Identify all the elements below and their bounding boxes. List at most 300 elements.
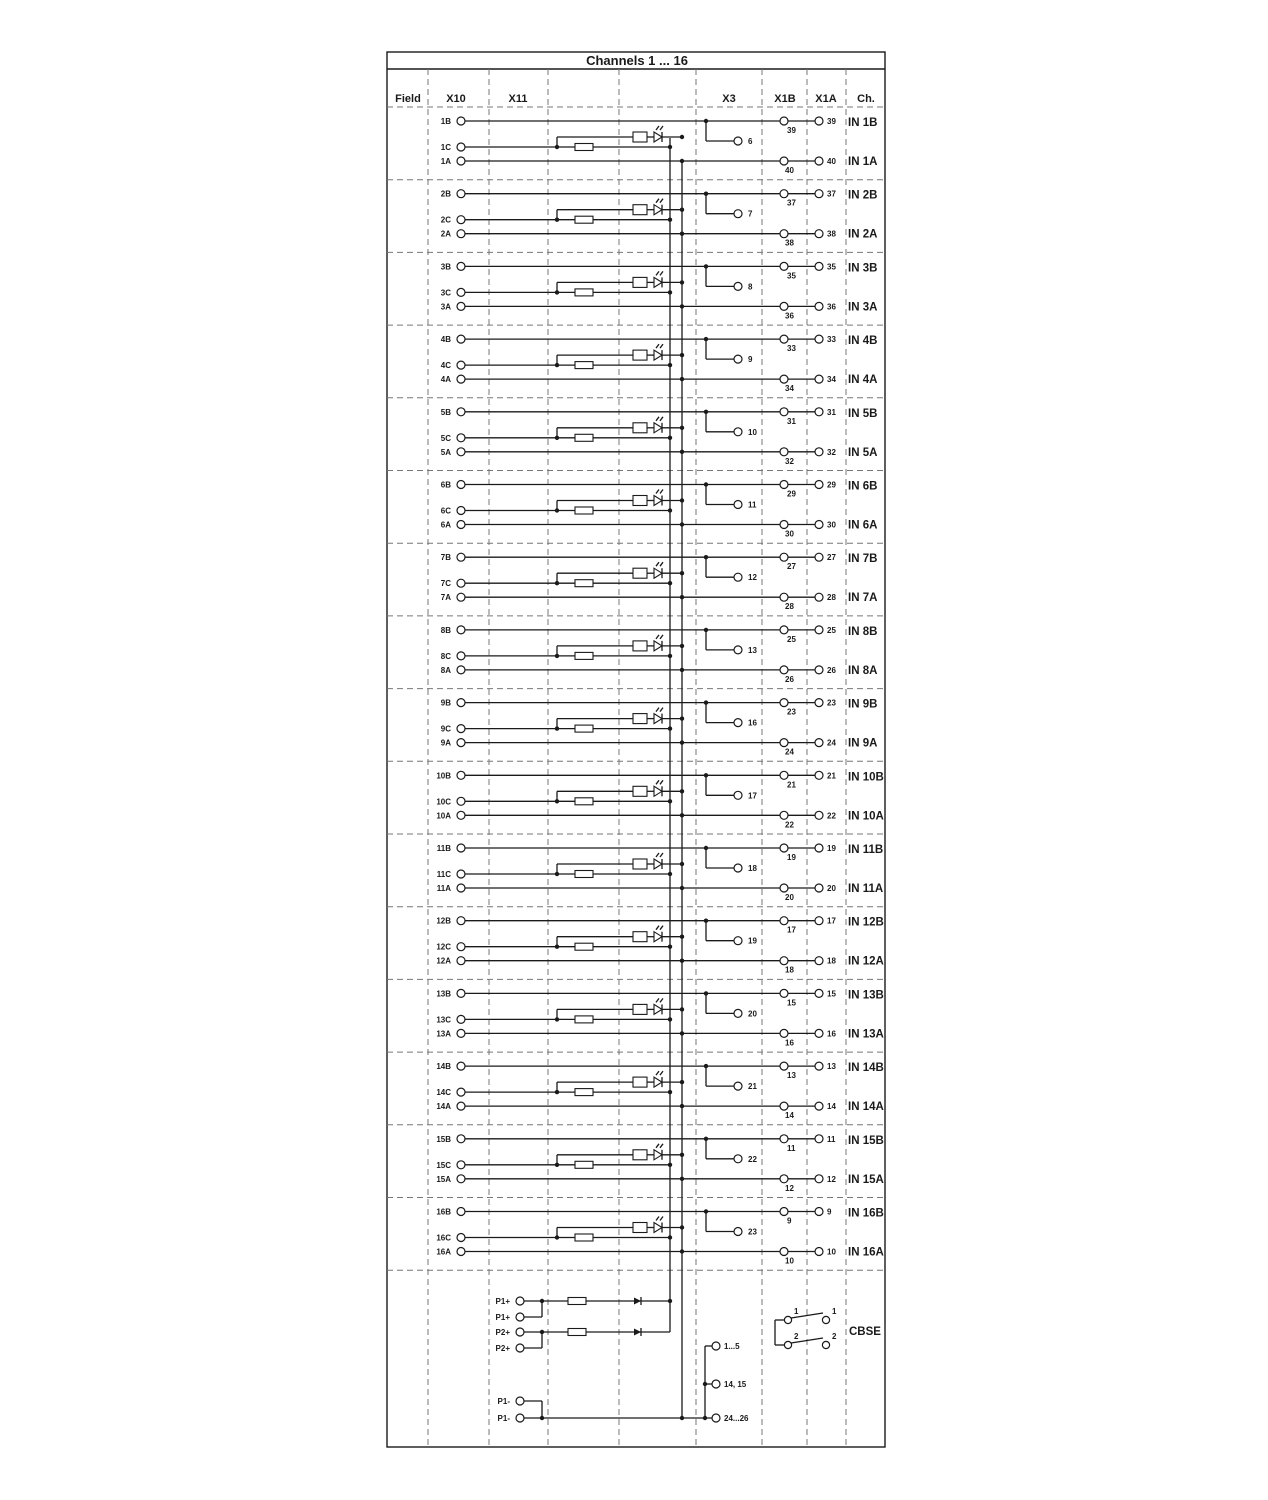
terminal-x1b-a bbox=[780, 1175, 788, 1183]
channel-blocks bbox=[436, 117, 883, 1266]
junction-c-led bbox=[555, 1090, 559, 1094]
led-ray-1 bbox=[656, 199, 659, 203]
cbse-terminal-right-1 bbox=[822, 1316, 829, 1323]
fuse-icon bbox=[575, 725, 593, 732]
label-x10-c: 6C bbox=[440, 506, 451, 516]
terminal-x1a-a bbox=[815, 884, 823, 892]
terminal-x10-b bbox=[457, 1135, 465, 1143]
label-channel-a: IN 13A bbox=[848, 1028, 884, 1041]
junction-led-bus bbox=[680, 789, 684, 793]
terminal-x3 bbox=[734, 137, 742, 145]
terminal-x10-a bbox=[457, 1248, 465, 1256]
diagram-title: Channels 1 ... 16 bbox=[586, 53, 688, 68]
resistor-icon bbox=[633, 350, 647, 360]
terminal-p1-minus-1 bbox=[516, 1397, 524, 1405]
junction-led-bus bbox=[680, 716, 684, 720]
terminal-x10-a bbox=[457, 957, 465, 965]
led-ray-2 bbox=[660, 417, 663, 421]
label-x3: 11 bbox=[748, 500, 757, 510]
label-x3: 13 bbox=[748, 645, 757, 655]
terminal-x10-a bbox=[457, 1029, 465, 1037]
label-x3: 10 bbox=[748, 427, 757, 437]
channel-block-9 bbox=[441, 699, 878, 757]
terminal-p2-plus-2 bbox=[516, 1344, 524, 1352]
terminal-x1b-b bbox=[780, 1062, 788, 1070]
label-channel-a: IN 3A bbox=[848, 301, 878, 314]
terminal-x1a-b bbox=[815, 335, 823, 343]
led-ray-1 bbox=[656, 635, 659, 639]
label-x1a-b: 9 bbox=[827, 1207, 832, 1217]
junction-c-bus bbox=[668, 1090, 672, 1094]
label-channel-a: IN 11A bbox=[848, 883, 884, 895]
junction-c-bus bbox=[668, 726, 672, 730]
led-ray-2 bbox=[660, 344, 663, 348]
header-field: Field bbox=[395, 93, 421, 105]
led-icon bbox=[654, 350, 662, 360]
led-icon bbox=[654, 859, 662, 869]
junction-c-led bbox=[555, 1017, 559, 1021]
terminal-x10-c bbox=[457, 507, 465, 515]
power-section bbox=[496, 1297, 749, 1423]
terminal-x10-a bbox=[457, 448, 465, 456]
junction-c-led bbox=[555, 654, 559, 658]
channel-block-3 bbox=[441, 262, 878, 320]
label-x10-b: 6B bbox=[440, 480, 451, 490]
label-x10-c: 1C bbox=[440, 143, 451, 152]
terminal-x1b-a bbox=[780, 666, 788, 674]
terminal-x1a-b bbox=[815, 699, 823, 707]
junction-a-bus bbox=[680, 304, 684, 308]
led-ray-1 bbox=[656, 708, 659, 712]
label-x1a-a: 36 bbox=[827, 302, 836, 312]
label-x1b-a: 38 bbox=[785, 238, 794, 248]
led-ray-1 bbox=[656, 344, 659, 348]
junction-p1-minus bbox=[540, 1416, 544, 1420]
junction-led-bus bbox=[680, 280, 684, 284]
led-icon bbox=[654, 1077, 662, 1087]
header-ch: Ch. bbox=[857, 93, 875, 105]
label-x1a-b: 37 bbox=[827, 189, 836, 199]
terminal-x1b-b bbox=[780, 1135, 788, 1143]
label-x1b-a: 24 bbox=[785, 747, 794, 757]
terminal-x10-b bbox=[457, 553, 465, 561]
led-ray-1 bbox=[656, 417, 659, 421]
junction-c-led bbox=[555, 508, 559, 512]
terminal-p1-minus-2 bbox=[516, 1414, 524, 1422]
led-icon bbox=[654, 277, 662, 287]
terminal-x10-b bbox=[457, 190, 465, 198]
terminal-p1-plus-2 bbox=[516, 1313, 524, 1321]
junction-c-led bbox=[555, 436, 559, 440]
junction-a-bus bbox=[680, 1177, 684, 1181]
terminal-x10-c bbox=[457, 1234, 465, 1242]
terminal-x1a-b bbox=[815, 917, 823, 925]
label-channel-a: IN 16A bbox=[848, 1246, 884, 1259]
led-ray-1 bbox=[656, 926, 659, 930]
terminal-x1b-a bbox=[780, 521, 788, 529]
cbse-terminal-left-2 bbox=[784, 1341, 791, 1348]
terminal-x10-b bbox=[457, 1062, 465, 1070]
junction-c-bus bbox=[668, 1017, 672, 1021]
bus-lines bbox=[670, 138, 682, 1418]
fuse-icon bbox=[575, 871, 593, 878]
label-x10-a: 2A bbox=[440, 229, 451, 239]
led-ray-2 bbox=[660, 562, 663, 566]
terminal-x1b-b bbox=[780, 262, 788, 270]
terminal-x10-b bbox=[457, 626, 465, 634]
label-x10-c: 5C bbox=[440, 433, 451, 443]
terminal-x1b-b bbox=[780, 1208, 788, 1216]
resistor-icon bbox=[633, 568, 647, 578]
led-ray-1 bbox=[656, 126, 659, 130]
label-x10-b: 16B bbox=[436, 1207, 451, 1217]
terminal-x10-b bbox=[457, 989, 465, 997]
label-channel-a: IN 4A bbox=[848, 374, 878, 387]
led-icon bbox=[654, 423, 662, 433]
terminal-x3-ground-2 bbox=[712, 1380, 720, 1388]
label-x1a-a: 40 bbox=[827, 157, 836, 166]
fuse-icon bbox=[575, 943, 593, 950]
label-x10-a: 12A bbox=[436, 956, 451, 966]
label-x1a-b: 15 bbox=[827, 989, 836, 999]
led-icon bbox=[654, 932, 662, 942]
terminal-x10-b bbox=[457, 335, 465, 343]
terminal-x10-b bbox=[457, 117, 465, 125]
terminal-x1a-a bbox=[815, 375, 823, 383]
terminal-x10-b bbox=[457, 917, 465, 925]
label-channel-a: IN 14A bbox=[848, 1101, 884, 1114]
terminal-x1b-b bbox=[780, 989, 788, 997]
terminal-x1b-a bbox=[780, 1029, 788, 1037]
terminal-x10-a bbox=[457, 375, 465, 383]
fuse-icon bbox=[575, 362, 593, 369]
fuse-icon bbox=[575, 144, 593, 151]
label-x1b-b: 25 bbox=[787, 634, 796, 644]
junction-led-bus bbox=[680, 644, 684, 648]
channel-block-8 bbox=[441, 626, 878, 684]
led-icon bbox=[654, 1223, 662, 1233]
label-x1b-a: 14 bbox=[785, 1111, 794, 1121]
resistor-icon bbox=[633, 1077, 647, 1087]
label-x1a-a: 26 bbox=[827, 665, 836, 675]
label-x10-a: 10A bbox=[436, 811, 451, 821]
terminal-x1b-a bbox=[780, 884, 788, 892]
terminal-x1a-a bbox=[815, 1248, 823, 1256]
terminal-x10-b bbox=[457, 262, 465, 270]
junction-c-bus bbox=[668, 581, 672, 585]
label-x1b-a: 30 bbox=[785, 529, 794, 539]
label-x1b-a: 22 bbox=[785, 820, 794, 830]
terminal-x3 bbox=[734, 1228, 742, 1236]
label-channel-b: IN 11B bbox=[848, 844, 884, 856]
label-channel-b: IN 5B bbox=[848, 407, 878, 420]
led-ray-1 bbox=[656, 490, 659, 494]
label-x1b-b: 29 bbox=[787, 489, 796, 499]
label-x1a-a: 32 bbox=[827, 447, 836, 457]
terminal-x3 bbox=[734, 719, 742, 727]
junction-c-bus bbox=[668, 436, 672, 440]
terminal-x1a-a bbox=[815, 302, 823, 310]
junction-c-led bbox=[555, 290, 559, 294]
label-channel-b: IN 13B bbox=[848, 989, 884, 1002]
label-x1a-a: 14 bbox=[827, 1102, 836, 1112]
junction-c-bus bbox=[668, 363, 672, 367]
label-x1b-a: 10 bbox=[785, 1256, 794, 1266]
label-p2-plus-1: P2+ bbox=[495, 1328, 510, 1337]
label-channel-b: IN 6B bbox=[848, 480, 878, 493]
label-x3: 12 bbox=[748, 573, 757, 583]
junction-c-led bbox=[555, 218, 559, 222]
junction-c-bus bbox=[668, 654, 672, 658]
terminal-x10-c bbox=[457, 797, 465, 805]
terminal-x10-c bbox=[457, 943, 465, 951]
label-x1a-b: 21 bbox=[827, 771, 836, 781]
label-x1a-b: 35 bbox=[827, 262, 836, 272]
junction-a-bus bbox=[680, 886, 684, 890]
terminal-x10-a bbox=[457, 521, 465, 529]
label-channel-a: IN 7A bbox=[848, 592, 878, 605]
label-x1a-b: 23 bbox=[827, 698, 836, 708]
terminal-x1a-a bbox=[815, 1102, 823, 1110]
label-x3: 19 bbox=[748, 936, 757, 946]
terminal-x10-c bbox=[457, 434, 465, 442]
label-x1b-a: 36 bbox=[785, 311, 794, 321]
junction-led-bus bbox=[680, 426, 684, 430]
label-channel-a: IN 9A bbox=[848, 737, 878, 750]
led-ray-2 bbox=[660, 998, 663, 1002]
label-channel-a: IN 10A bbox=[848, 810, 884, 823]
terminal-x3 bbox=[734, 1009, 742, 1017]
terminal-x1b-a bbox=[780, 375, 788, 383]
label-x1b-b: 21 bbox=[787, 780, 796, 790]
terminal-x1b-b bbox=[780, 553, 788, 561]
led-ray-1 bbox=[656, 1071, 659, 1075]
label-x1a-a: 16 bbox=[827, 1029, 836, 1039]
label-x10-a: 7A bbox=[440, 593, 451, 603]
terminal-x10-a bbox=[457, 666, 465, 674]
label-x1b-a: 40 bbox=[785, 166, 794, 175]
label-x10-c: 9C bbox=[440, 724, 451, 734]
label-x10-a: 14A bbox=[436, 1102, 451, 1112]
label-x1a-a: 38 bbox=[827, 229, 836, 239]
label-x10-b: 5B bbox=[440, 407, 451, 417]
channel-block-11 bbox=[437, 844, 883, 902]
terminal-x3-ground-3 bbox=[712, 1414, 720, 1422]
terminal-x1a-b bbox=[815, 1208, 823, 1216]
terminal-x1a-b bbox=[815, 844, 823, 852]
label-x3-ground-2: 14, 15 bbox=[724, 1380, 747, 1389]
label-x10-c: 8C bbox=[440, 651, 451, 661]
fuse-icon bbox=[575, 507, 593, 514]
junction-c-led bbox=[555, 1163, 559, 1167]
led-icon bbox=[654, 641, 662, 651]
junction-led-bus bbox=[680, 1153, 684, 1157]
junction-c-led bbox=[555, 872, 559, 876]
junction-led-bus bbox=[680, 1007, 684, 1011]
cbse-label-left-2: 2 bbox=[794, 1332, 799, 1341]
channel-block-15 bbox=[436, 1135, 883, 1193]
terminal-x1b-a bbox=[780, 448, 788, 456]
terminal-x1b-b bbox=[780, 844, 788, 852]
junction-c-bus bbox=[668, 799, 672, 803]
terminal-x10-c bbox=[457, 725, 465, 733]
resistor-icon bbox=[633, 786, 647, 796]
label-p1-plus-2: P1+ bbox=[495, 1313, 510, 1322]
label-x1b-a: 34 bbox=[785, 384, 794, 394]
junction-p2-plus bbox=[540, 1330, 544, 1334]
label-x1a-a: 34 bbox=[827, 375, 836, 385]
label-x1b-b: 13 bbox=[787, 1071, 796, 1081]
label-x10-c: 16C bbox=[436, 1233, 451, 1243]
channel-block-7 bbox=[441, 553, 878, 611]
terminal-x10-c bbox=[457, 361, 465, 369]
label-x10-c: 11C bbox=[436, 870, 451, 879]
terminal-x1a-a bbox=[815, 739, 823, 747]
terminal-x1a-b bbox=[815, 190, 823, 198]
label-x3: 21 bbox=[748, 1082, 757, 1092]
label-x10-a: 1A bbox=[440, 157, 451, 166]
terminal-x1a-a bbox=[815, 521, 823, 529]
terminal-x1a-b bbox=[815, 408, 823, 416]
led-ray-2 bbox=[660, 1071, 663, 1075]
fuse-icon bbox=[575, 798, 593, 805]
terminal-x3 bbox=[734, 210, 742, 218]
terminal-x1a-a bbox=[815, 1175, 823, 1183]
junction-led-bus bbox=[680, 353, 684, 357]
led-ray-1 bbox=[656, 998, 659, 1002]
label-x3: 6 bbox=[748, 137, 753, 146]
label-x1b-a: 16 bbox=[785, 1038, 794, 1048]
label-x1a-a: 28 bbox=[827, 593, 836, 603]
junction-a-bus bbox=[680, 1249, 684, 1253]
cbse-terminal-right-2 bbox=[822, 1341, 829, 1348]
terminal-x1b-a bbox=[780, 302, 788, 310]
terminal-x10-b bbox=[457, 481, 465, 489]
terminal-p2-plus-1 bbox=[516, 1328, 524, 1336]
resistor-icon bbox=[633, 205, 647, 215]
label-x10-b: 9B bbox=[440, 698, 451, 708]
resistor-icon bbox=[633, 1150, 647, 1160]
led-icon bbox=[654, 205, 662, 215]
terminal-x1b-a bbox=[780, 157, 788, 165]
terminal-x10-a bbox=[457, 884, 465, 892]
terminal-x10-a bbox=[457, 230, 465, 238]
terminal-x1b-b bbox=[780, 626, 788, 634]
terminal-x1a-b bbox=[815, 771, 823, 779]
led-ray-1 bbox=[656, 853, 659, 857]
led-ray-2 bbox=[660, 635, 663, 639]
header-x1a: X1A bbox=[815, 93, 837, 105]
label-x1b-b: 31 bbox=[787, 416, 796, 426]
terminal-x1a-a bbox=[815, 448, 823, 456]
diode-p1-icon bbox=[634, 1298, 641, 1305]
label-x1b-b: 19 bbox=[787, 853, 796, 862]
label-x1a-b: 17 bbox=[827, 916, 836, 926]
terminal-x1a-b bbox=[815, 481, 823, 489]
fuse-icon bbox=[575, 1161, 593, 1168]
terminal-x1a-a bbox=[815, 811, 823, 819]
label-x1a-a: 12 bbox=[827, 1174, 836, 1184]
led-icon bbox=[654, 496, 662, 506]
terminal-x1b-a bbox=[780, 811, 788, 819]
label-x3: 23 bbox=[748, 1227, 757, 1237]
label-channel-a: IN 1A bbox=[848, 156, 878, 168]
label-p1-minus-2: P1- bbox=[497, 1414, 510, 1423]
label-x10-a: 3A bbox=[440, 302, 451, 312]
terminal-x3 bbox=[734, 428, 742, 436]
label-x10-c: 2C bbox=[440, 215, 451, 225]
label-x10-a: 9A bbox=[440, 738, 451, 748]
resistor-icon bbox=[633, 932, 647, 942]
cbse-terminal-left-1 bbox=[784, 1316, 791, 1323]
label-channel-b: IN 4B bbox=[848, 335, 878, 348]
label-channel-a: IN 6A bbox=[848, 519, 878, 532]
label-x10-a: 5A bbox=[440, 447, 451, 457]
terminal-x10-c bbox=[457, 652, 465, 660]
terminal-x1a-a bbox=[815, 593, 823, 601]
label-x1a-b: 19 bbox=[827, 844, 836, 853]
led-icon bbox=[654, 568, 662, 578]
junction-c-led bbox=[555, 581, 559, 585]
label-x10-c: 4C bbox=[440, 361, 451, 371]
label-x1b-b: 15 bbox=[787, 998, 796, 1008]
junction-led-bus bbox=[680, 135, 684, 139]
resistor-icon bbox=[633, 641, 647, 651]
led-icon bbox=[654, 786, 662, 796]
label-x1a-b: 33 bbox=[827, 335, 836, 345]
terminal-x3 bbox=[734, 937, 742, 945]
terminal-x1a-a bbox=[815, 230, 823, 238]
label-x1b-a: 20 bbox=[785, 893, 794, 902]
fuse-p2-icon bbox=[568, 1329, 586, 1336]
terminal-x10-b bbox=[457, 699, 465, 707]
terminal-x10-c bbox=[457, 216, 465, 224]
terminal-x3 bbox=[734, 1082, 742, 1090]
terminal-x1a-a bbox=[815, 157, 823, 165]
junction-led-bus bbox=[680, 208, 684, 212]
label-channel-b: IN 1B bbox=[848, 117, 878, 129]
label-channel-b: IN 2B bbox=[848, 189, 878, 202]
led-ray-2 bbox=[660, 853, 663, 857]
fuse-icon bbox=[575, 652, 593, 659]
label-x10-b: 3B bbox=[440, 262, 451, 272]
label-x10-b: 15B bbox=[436, 1134, 451, 1144]
label-channel-b: IN 10B bbox=[848, 771, 884, 784]
label-x10-a: 4A bbox=[440, 375, 451, 385]
label-x1a-b: 13 bbox=[827, 1062, 836, 1072]
terminal-x1a-b bbox=[815, 117, 823, 125]
label-x1a-a: 20 bbox=[827, 884, 836, 893]
junction-a-bus bbox=[680, 1104, 684, 1108]
led-ray-2 bbox=[660, 199, 663, 203]
label-channel-b: IN 3B bbox=[848, 262, 878, 275]
channel-block-1 bbox=[441, 117, 878, 175]
junction-c-bus bbox=[668, 145, 672, 149]
junction-a-bus bbox=[680, 959, 684, 963]
label-x1b-a: 18 bbox=[785, 965, 794, 975]
junction-c-bus bbox=[668, 508, 672, 512]
label-x10-b: 2B bbox=[440, 189, 451, 199]
terminal-x3-ground-1 bbox=[712, 1342, 720, 1350]
junction-p1-minus-bus bbox=[680, 1416, 684, 1420]
terminal-x10-a bbox=[457, 739, 465, 747]
header-x3: X3 bbox=[722, 93, 736, 105]
junction-led-bus bbox=[680, 862, 684, 866]
diode-p2-icon bbox=[634, 1329, 641, 1336]
fuse-icon bbox=[575, 1016, 593, 1023]
terminal-x1b-b bbox=[780, 481, 788, 489]
junction-c-bus bbox=[668, 1235, 672, 1239]
